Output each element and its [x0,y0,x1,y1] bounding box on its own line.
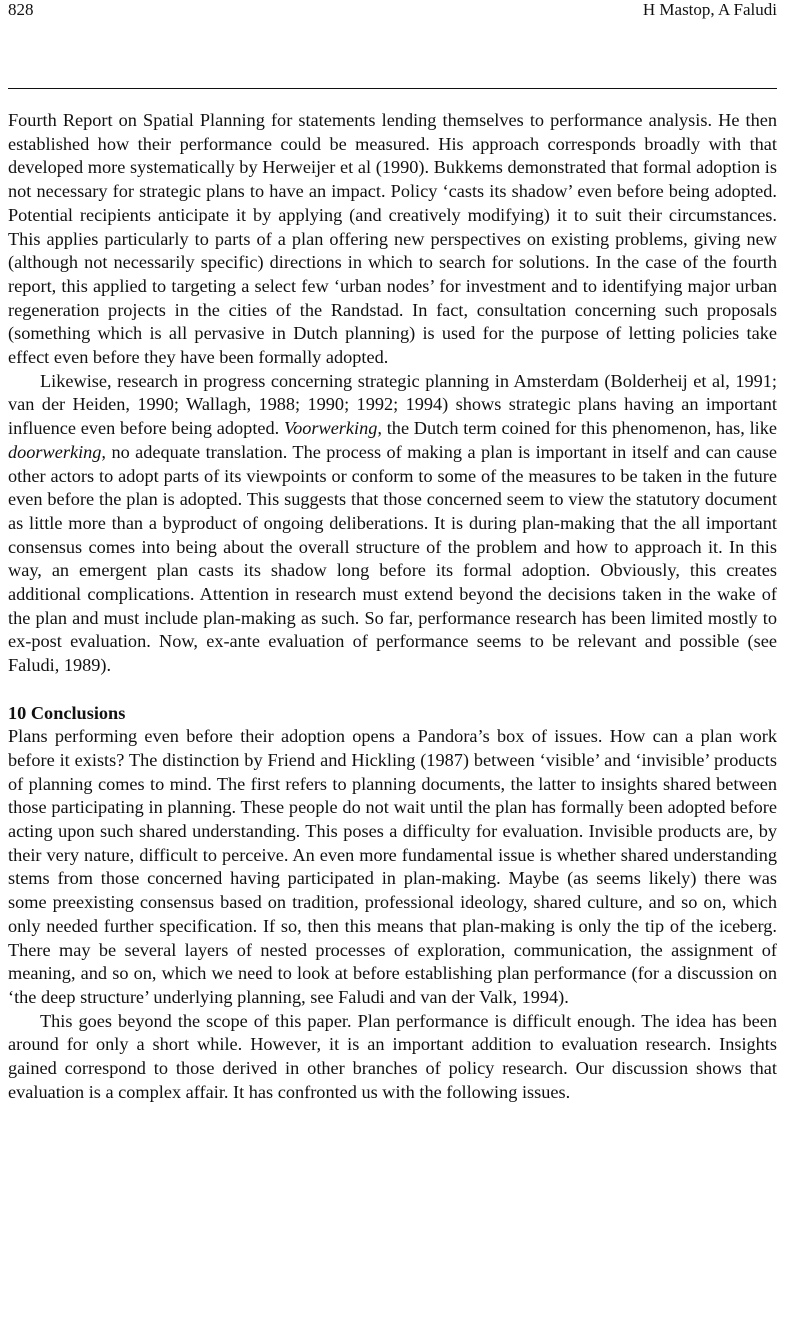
term-voorwerking: Voorwerking, [283,418,382,439]
paragraph-voorwerking [8,370,777,678]
header-rule [8,88,777,89]
term-doorwerking: doorwerking, [8,441,107,462]
section-heading: 10 Conclusions [8,702,126,723]
paragraph-conclusions: Plans performing even before their adoption opens a Pandora’s box of issues. How can a plan work before it exists? The distinction by Friend and Hickling (1987) between ‘visible’ and ‘invisible’ products of planning comes to mind. The first refers to planning documents, the latter to insights shared between those participating in planning. These people do not wait until the plan has formally been adopted before acting upon such shared understanding. This poses a difficulty for evaluation. Invisible products are, by their very nature, difficult to perceive. An even more fundamental issue is whether shared understanding stems from those concerned having participated in plan-making. Maybe (as seems likely) there was some preexisting consensus based on tradition, professional ideology, shared culture, and so on, which only needed further specification. If so, then this means that plan-making is only the tip of the iceberg. There may be several layers of nested processes of exploration, communication, the assignment of meaning, and so on, which we need to look at before establishing plan performance (for a discussion on ‘the deep structure’ underlying planning, see Faludi and van der Valk, 1994). [8,726,777,1007]
paragraph-scope: This goes beyond the scope of this paper. Plan performance is difficult enough. The idea has been around for only a short while. However, it is an important addition to evaluation research. Insights gained correspond to those derived in other branches of policy research. Our discussion shows that evaluation is a complex affair. It has confronted us with the following issues. [8,1010,777,1102]
page-number: 828 [8,0,34,19]
paragraph-text: Likewise, research in progress concerning strategic planning in Amsterdam (Bolderheij et al, 1991; van der Heiden, 1990; Wallagh, 1988; 1990; 1992; 1994) shows strategic plans having an important influence even before being adopted. [8,370,777,439]
paragraph-text: the Dutch term coined for this phenomenon, has, like [381,418,777,439]
paragraph-text: no adequate translation. The process of making a plan is important in itself and can cause other actors to adopt parts of its viewpoints or conform to some of the measures to be taken in the future even before the plan is adopted. This suggests that those concerned seem to view the statutory document as little more than a byproduct of ongoing deliberations. It is during plan-making that the all important consensus comes into being about the overall structure of the problem and how to approach it. In this way, an emergent plan casts its shadow long before its formal adoption. Obviously, this creates additional complications. Attention in research must extend beyond the decisions taken in the wake of the plan and must include plan-making as such. So far, performance research has been limited mostly to ex-post evaluation. Now, ex-ante evaluation of performance seems to be relevant and possible (see Faludi, 1989). [8,441,777,676]
article-body [8,109,777,1105]
paragraph-continued: Fourth Report on Spatial Planning for statements lending themselves to performance analysis. He then established how their performance could be measured. His approach corresponds broadly with that developed more systematically by Herweijer et al (1990). Bukkems demonstrated that formal adoption is not necessary for strategic plans to have an impact. Policy ‘casts its shadow’ even before being adopted. Potential recipients anticipate it by applying (and creatively modifying) it to suit their circumstances. This applies particularly to parts of a plan offering new perspectives on existing problems, giving new (although not necessarily specific) directions in which to search for solutions. In the case of the fourth report, this applied to targeting a select few ‘urban nodes’ for investment and to identifying major urban regeneration projects in the cities of the Randstad. In fact, consultation concerning such proposals (something which is all pervasive in Dutch planning) is used for the purpose of letting policies take effect even before they have been formally adopted. [8,110,777,368]
running-head [8,0,777,20]
running-head-authors: H Mastop, A Faludi [642,0,777,19]
